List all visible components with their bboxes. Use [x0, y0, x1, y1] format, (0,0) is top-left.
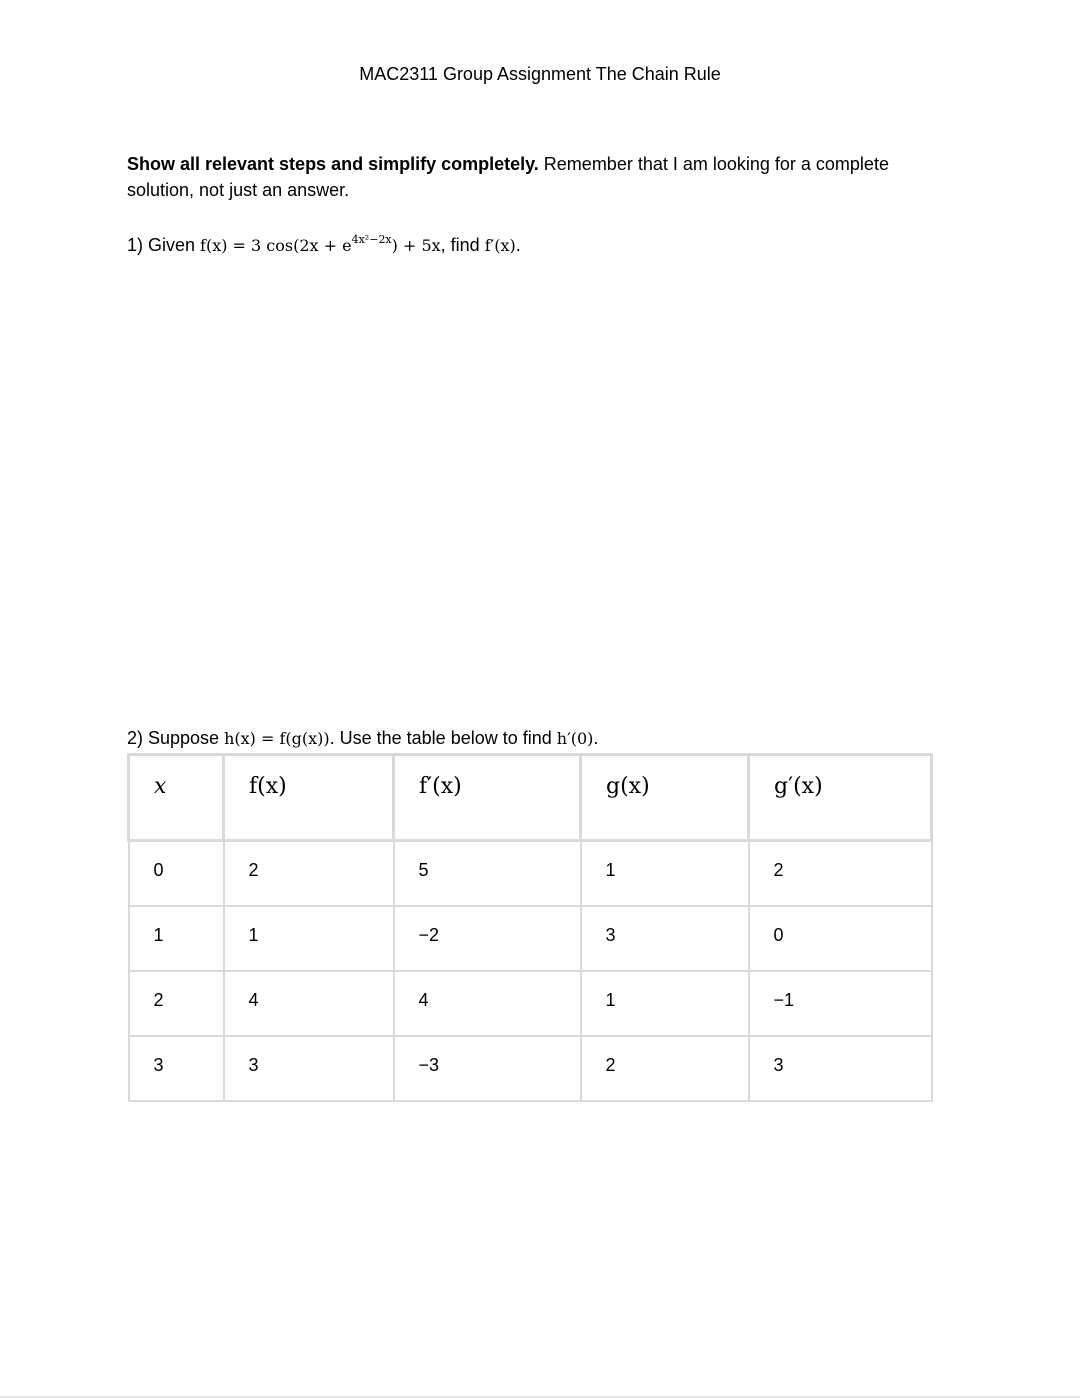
values-table — [127, 753, 933, 1102]
table-cell: 0 — [749, 906, 932, 971]
formula-lhs: f(x) = 3 cos(2x + e — [200, 236, 352, 255]
formula-exponent: 4x²−2x — [351, 233, 392, 246]
header-f: f(x) — [224, 755, 394, 841]
table-row — [129, 906, 932, 971]
question-2-middle: . Use the table below to find — [329, 728, 557, 748]
question-2 — [127, 725, 598, 752]
instructions — [127, 151, 907, 203]
table-cell: −1 — [749, 971, 932, 1036]
table-cell: 2 — [129, 971, 224, 1036]
question-2-prefix: 2) Suppose — [127, 728, 225, 748]
table-cell: 2 — [749, 841, 932, 906]
table-cell: 1 — [581, 841, 749, 906]
question-2-given: h(x) = f(g(x)) — [224, 729, 330, 748]
table-row — [129, 971, 932, 1036]
table-cell: 4 — [394, 971, 581, 1036]
table-row — [129, 841, 932, 906]
table-row — [129, 1036, 932, 1101]
question-2-target: h′(0) — [556, 729, 594, 748]
table-cell: 2 — [581, 1036, 749, 1101]
question-1-suffix: . — [515, 235, 521, 255]
header-x: x — [129, 755, 224, 841]
table-cell: 0 — [129, 841, 224, 906]
question-1-target: f′(x) — [484, 236, 516, 255]
question-1-middle: , find — [440, 235, 485, 255]
table-cell: 2 — [224, 841, 394, 906]
question-1-formula — [200, 233, 441, 255]
table-header-row — [129, 755, 932, 841]
header-f-prime: f′(x) — [394, 755, 581, 841]
question-1-prefix: 1) Given — [127, 235, 201, 255]
table-cell: 1 — [224, 906, 394, 971]
question-2-suffix: . — [593, 728, 599, 748]
table-cell: 5 — [394, 841, 581, 906]
formula-rhs: ) + 5x — [391, 236, 441, 255]
instructions-emphasis: Show all relevant steps and simplify completely. — [127, 154, 539, 174]
header-g: g(x) — [581, 755, 749, 841]
table-cell: 3 — [224, 1036, 394, 1101]
table-cell: −2 — [394, 906, 581, 971]
table-cell: 1 — [129, 906, 224, 971]
table-cell: −3 — [394, 1036, 581, 1101]
table-cell: 4 — [224, 971, 394, 1036]
instructions-text: Remember that I am looking for a complete solution, not just an answer. — [127, 154, 889, 200]
header-g-prime: g′(x) — [749, 755, 932, 841]
table-cell: 3 — [129, 1036, 224, 1101]
table-cell: 1 — [581, 971, 749, 1036]
question-1 — [127, 232, 521, 259]
table-cell: 3 — [749, 1036, 932, 1101]
table-cell: 3 — [581, 906, 749, 971]
page-title: MAC2311 Group Assignment The Chain Rule — [359, 64, 721, 84]
